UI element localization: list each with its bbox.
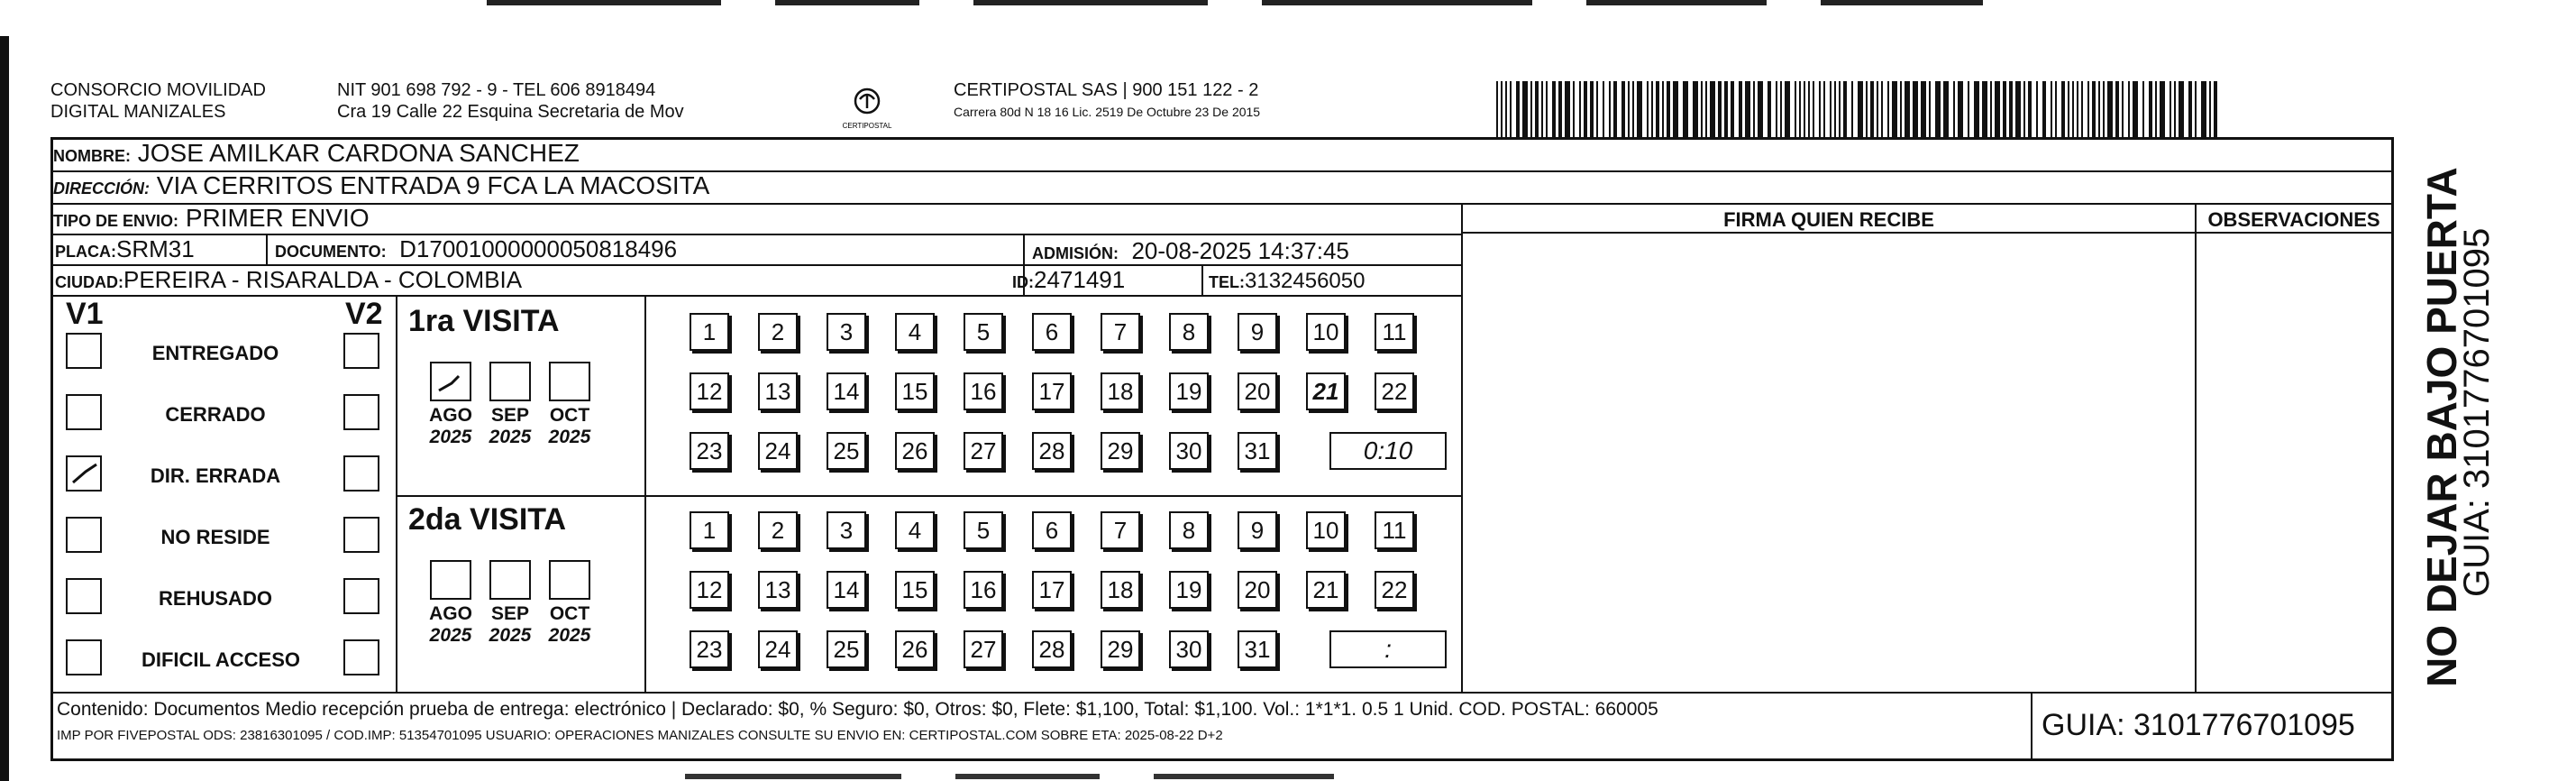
day-box[interactable]: 24	[758, 432, 798, 470]
day-box[interactable]: 10	[1306, 511, 1346, 549]
year-label: 2025	[489, 625, 532, 646]
status-label: DIR. ERRADA	[150, 464, 281, 487]
day-box[interactable]: 30	[1169, 630, 1209, 668]
month-checkbox[interactable]	[549, 362, 590, 401]
day-box[interactable]: 6	[1032, 313, 1072, 351]
day-box[interactable]: 26	[895, 630, 935, 668]
v1-checkbox[interactable]	[66, 639, 102, 675]
year-label: 2025	[548, 427, 591, 447]
day-box[interactable]: 4	[895, 511, 935, 549]
v2-checkbox[interactable]	[343, 455, 379, 492]
year-label: 2025	[489, 427, 532, 447]
month-checkbox[interactable]	[430, 560, 471, 600]
direccion-row: DIRECCIÓN: VIA CERRITOS ENTRADA 9 FCA LA MACOSITA	[53, 172, 2391, 205]
nombre-row: NOMBRE: JOSE AMILKAR CARDONA SANCHEZ	[53, 140, 2391, 172]
side-guia: GUIA: 3101776701095	[2457, 227, 2497, 597]
courier-info: CERTIPOSTAL SAS | 900 151 122 - 2 Carrera 80d N 18 16 Lic. 2519 De Octubre 23 De 2015	[954, 80, 1261, 119]
day-box[interactable]: 14	[827, 571, 866, 609]
day-box[interactable]: 14	[827, 372, 866, 410]
day-box[interactable]: 11	[1375, 511, 1414, 549]
day-box[interactable]: 18	[1101, 372, 1140, 410]
v1-checkbox[interactable]	[66, 517, 102, 553]
day-box[interactable]: 11	[1375, 313, 1414, 351]
day-box[interactable]: 29	[1101, 630, 1140, 668]
day-box[interactable]: 3	[827, 313, 866, 351]
day-box[interactable]: 20	[1238, 372, 1277, 410]
day-box[interactable]: 21	[1306, 372, 1346, 410]
day-box[interactable]: 18	[1101, 571, 1140, 609]
side-warning: NO DEJAR BAJO PUERTA	[2418, 167, 2465, 687]
day-box[interactable]: 19	[1169, 571, 1209, 609]
day-box[interactable]: 2	[758, 511, 798, 549]
day-box[interactable]: 19	[1169, 372, 1209, 410]
month-label: SEP	[490, 603, 530, 624]
tipo-envio-value: PRIMER ENVIO	[185, 204, 370, 232]
day-box[interactable]: 25	[827, 432, 866, 470]
day-box[interactable]: 28	[1032, 432, 1072, 470]
day-box[interactable]: 3	[827, 511, 866, 549]
month-label: OCT	[549, 405, 590, 426]
day-box[interactable]: 29	[1101, 432, 1140, 470]
day-box[interactable]: 7	[1101, 511, 1140, 549]
tel-cell: TEL:3132456050	[1209, 269, 1366, 293]
status-label: DIFICIL ACCESO	[141, 648, 300, 671]
day-box[interactable]: 28	[1032, 630, 1072, 668]
observaciones-header: OBSERVACIONES	[2207, 208, 2380, 231]
day-box[interactable]: 2	[758, 313, 798, 351]
v1-checkbox[interactable]	[66, 455, 102, 492]
year-label: 2025	[429, 625, 472, 646]
day-box[interactable]: 17	[1032, 571, 1072, 609]
bottom-edge-marks	[0, 768, 2576, 781]
v2-checkbox[interactable]	[343, 578, 379, 614]
day-box[interactable]: 1	[690, 313, 729, 351]
nombre-value: JOSE AMILKAR CARDONA SANCHEZ	[137, 139, 580, 167]
day-box[interactable]: 17	[1032, 372, 1072, 410]
v1-header: V1	[66, 297, 104, 331]
v2-checkbox[interactable]	[343, 639, 379, 675]
v2-checkbox[interactable]	[343, 394, 379, 430]
ciudad-cell: CIUDAD:PEREIRA - RISARALDA - COLOMBIA	[55, 266, 523, 293]
month-checkbox[interactable]	[489, 560, 531, 600]
day-box[interactable]: 15	[895, 372, 935, 410]
day-box[interactable]: 23	[690, 432, 729, 470]
day-box[interactable]: 12	[690, 372, 729, 410]
barcode	[1496, 81, 2222, 137]
day-box[interactable]: 4	[895, 313, 935, 351]
visit-title: 1ra VISITA	[408, 304, 560, 338]
consortium-name: CONSORCIO MOVILIDAD DIGITAL MANIZALES	[50, 80, 266, 122]
day-box[interactable]: 5	[964, 313, 1003, 351]
documento-cell: DOCUMENTO: D17001000000050818496	[275, 235, 678, 262]
day-box[interactable]: 10	[1306, 313, 1346, 351]
day-box[interactable]: 23	[690, 630, 729, 668]
day-box[interactable]: 22	[1375, 571, 1414, 609]
day-box[interactable]: 9	[1238, 313, 1277, 351]
v1-checkbox[interactable]	[66, 578, 102, 614]
status-label: NO RESIDE	[160, 526, 270, 548]
day-box[interactable]: 9	[1238, 511, 1277, 549]
observaciones-area[interactable]	[2198, 235, 2388, 690]
consortium-contact: NIT 901 698 792 - 9 - TEL 606 8918494 Cra 19 Calle 22 Esquina Secretaria de Mov	[337, 80, 684, 122]
v2-checkbox[interactable]	[343, 333, 379, 369]
day-box[interactable]: 13	[758, 571, 798, 609]
admision-cell: ADMISIÓN: 20-08-2025 14:37:45	[1032, 237, 1349, 264]
day-box[interactable]: 26	[895, 432, 935, 470]
month-label: AGO	[429, 405, 472, 426]
day-box[interactable]: 8	[1169, 511, 1209, 549]
day-box[interactable]: 21	[1306, 571, 1346, 609]
top-edge-marks	[0, 0, 2576, 9]
firma-header: FIRMA QUIEN RECIBE	[1723, 208, 1934, 231]
svg-text:CERTIPOSTAL: CERTIPOSTAL	[842, 122, 892, 130]
month-label: SEP	[490, 405, 530, 426]
delivery-form	[50, 137, 2394, 761]
day-box[interactable]: 12	[690, 571, 729, 609]
day-box[interactable]: 20	[1238, 571, 1277, 609]
day-box[interactable]: 22	[1375, 372, 1414, 410]
guia-footer: GUIA: 3101776701095	[2042, 708, 2355, 742]
year-label: 2025	[429, 427, 472, 447]
day-box[interactable]: 6	[1032, 511, 1072, 549]
tipo-envio-row: TIPO DE ENVIO: PRIMER ENVIO	[53, 205, 1461, 235]
status-label: CERRADO	[165, 403, 266, 426]
day-box[interactable]: 16	[964, 571, 1003, 609]
direccion-value: VIA CERRITOS ENTRADA 9 FCA LA MACOSITA	[156, 171, 710, 199]
visit-title: 2da VISITA	[408, 502, 567, 537]
day-box[interactable]: 16	[964, 372, 1003, 410]
year-label: 2025	[548, 625, 591, 646]
day-box[interactable]: 30	[1169, 432, 1209, 470]
placa-row	[53, 235, 1461, 266]
time-box[interactable]: 0:10	[1329, 432, 1447, 470]
v2-checkbox[interactable]	[343, 517, 379, 553]
status-label: REHUSADO	[159, 587, 272, 610]
month-checkbox[interactable]	[430, 362, 471, 401]
certipostal-logo	[840, 81, 894, 135]
month-label: OCT	[549, 603, 590, 624]
v1-checkbox[interactable]	[66, 394, 102, 430]
day-box[interactable]: 27	[964, 630, 1003, 668]
day-box[interactable]: 31	[1238, 630, 1277, 668]
month-label: AGO	[429, 603, 472, 624]
v2-header: V2	[345, 297, 383, 331]
ciudad-row	[53, 266, 1461, 297]
time-box[interactable]: :	[1329, 630, 1447, 668]
placa-cell: PLACA:SRM31	[55, 235, 195, 262]
day-box[interactable]: 8	[1169, 313, 1209, 351]
day-box[interactable]: 5	[964, 511, 1003, 549]
imp-text: IMP POR FIVEPOSTAL ODS: 23816301095 / COD.IMP: 51354701095 USUARIO: OPERACIONES MANIZALES CONSULTE SU ENVIO EN: CERTIPOSTAL.COM SOBRE ETA: 2025-08-22 D+2	[57, 728, 1223, 743]
day-box[interactable]: 15	[895, 571, 935, 609]
day-box[interactable]: 13	[758, 372, 798, 410]
status-label: ENTREGADO	[151, 342, 279, 364]
day-box[interactable]: 31	[1238, 432, 1277, 470]
day-box[interactable]: 7	[1101, 313, 1140, 351]
contenido-text: Contenido: Documentos Medio recepción prueba de entrega: electrónico | Declarado: $0, % Seguro: $0, Otros: $0, Flete: $1,100, Total: $1,100. Vol.: 1*1*1. 0.5 1 Unid. COD. POSTAL: 660005	[57, 699, 1658, 720]
v1-checkbox[interactable]	[66, 333, 102, 369]
month-checkbox[interactable]	[489, 362, 531, 401]
day-box[interactable]: 24	[758, 630, 798, 668]
firma-area[interactable]	[1465, 235, 2191, 690]
day-box[interactable]: 27	[964, 432, 1003, 470]
id-cell: ID:2471491	[1012, 266, 1126, 293]
day-box[interactable]: 1	[690, 511, 729, 549]
month-checkbox[interactable]	[549, 560, 590, 600]
day-box[interactable]: 25	[827, 630, 866, 668]
left-edge-shadow	[0, 36, 9, 781]
